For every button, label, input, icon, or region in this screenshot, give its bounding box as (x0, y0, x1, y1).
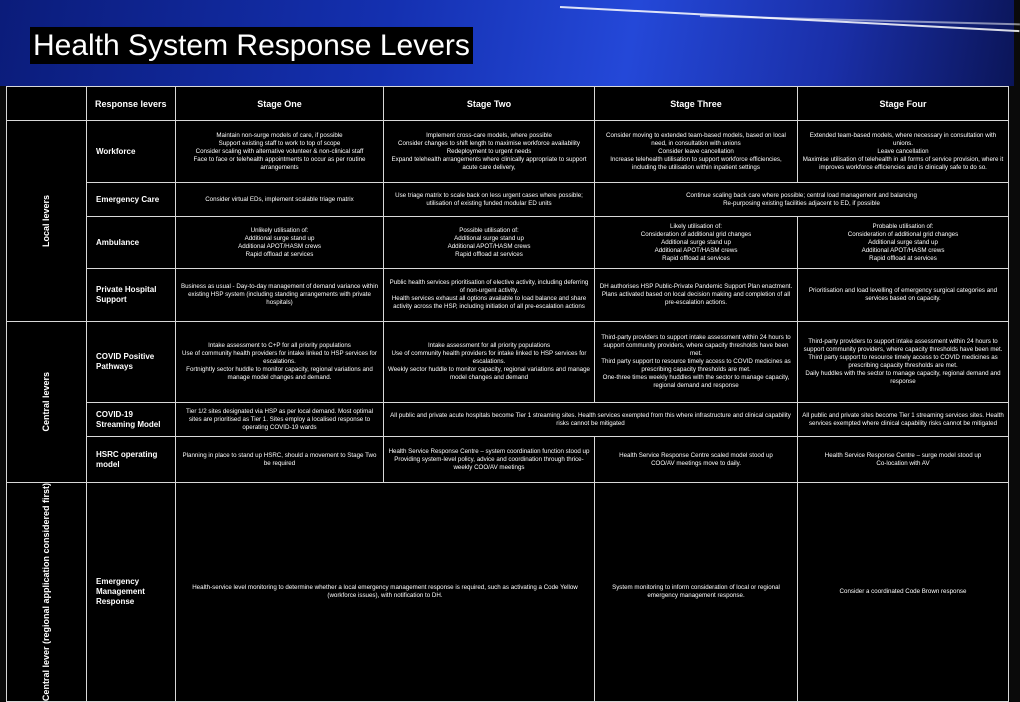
header-stage-two: Stage Two (384, 87, 595, 121)
stage-one-cell: Consider virtual EDs, implement scalable triage matrix (176, 183, 384, 217)
stage-four-cell: Extended team-based models, where necessary in consultation with unions. Leave cancellation Maximise utilisation of telehealth in all forms of service provision, where it improves workforce efficiencies and is clinically safe to do so. (798, 121, 1009, 183)
table-row (7, 437, 1009, 483)
stage-one-cell: Unlikely utilisation of: Additional surge stand up Additional APOT/HASM crews Rapid offload at services (176, 217, 384, 269)
table-row (7, 269, 1009, 322)
table-row (7, 183, 1009, 217)
corner-cell (7, 87, 87, 121)
stage-two-cell: Use triage matrix to scale back on less urgent cases where possible; utilisation of existing funded modular ED units (384, 183, 595, 217)
group-label: Local levers (41, 194, 51, 248)
row-label: Private Hospital Support (87, 269, 176, 322)
row-label: Emergency Care (87, 183, 176, 217)
table-row (7, 322, 1009, 403)
row-label: Emergency Management Response (87, 483, 176, 702)
header-row (7, 87, 1009, 121)
header-stage-three: Stage Three (595, 87, 798, 121)
stage-two-three-cell: All public and private acute hospitals become Tier 1 streaming sites. Health services exempted from this where infrastructure and clinical capability risks cannot be mitigated (384, 403, 798, 437)
table-row (7, 121, 1009, 183)
row-label: HSRC operating model (87, 437, 176, 483)
levers-table (6, 86, 1009, 702)
stage-four-cell: All public and private sites become Tier 1 streaming services sites. Health services exempted where clinical capability risks cannot be mitigated (798, 403, 1009, 437)
stage-four-cell: Health Service Response Centre – surge model stood up Co-location with AV (798, 437, 1009, 483)
stage-three-cell: Likely utilisation of: Consideration of additional grid changes Additional surge stand up Additional APOT/HASM crews Rapid offload at services (595, 217, 798, 269)
page-title: Health System Response Levers (30, 27, 473, 64)
stage-two-cell: Intake assessment for all priority populations Use of community health providers for intake linked to HSP services for escalations. Weekly sector huddle to monitor capacity, regional variations and manage model changes and demand (384, 322, 595, 403)
group-label: Central levers (41, 372, 51, 432)
title-banner (0, 0, 1014, 86)
stage-four-cell: Third-party providers to support intake assessment within 24 hours to support community providers, where capacity thresholds have been met. Third party support to resource timely access to COVID medicines as prescribing capacity thresholds are met. Daily huddles with the sector to manage capacity, regional demand and response (798, 322, 1009, 403)
row-label: COVID-19 Streaming Model (87, 403, 176, 437)
stage-one-cell: Maintain non-surge models of care, if possible Support existing staff to work to top of scope Consider scaling with alternative volunteer & non-clinical staff Face to face or telehealth appointments to occur as per routine arrangements (176, 121, 384, 183)
stage-three-four-cell: Continue scaling back care where possible; central load management and balancing Re-purposing existing facilities adjacent to ED, if possible (595, 183, 1009, 217)
header-stage-four: Stage Four (798, 87, 1009, 121)
stage-three-cell: DH authorises HSP Public-Private Pandemic Support Plan enactment. Plans activated based on local decision making and completion of all pre-escalation actions. (595, 269, 798, 322)
table-row (7, 217, 1009, 269)
row-label: COVID Positive Pathways (87, 322, 176, 403)
group-central-lever-regional (7, 483, 87, 702)
stage-two-cell: Implement cross-care models, where possible Consider changes to shift length to maximise workforce availability Redeployment to urgent needs Expand telehealth arrangements where clinically appropriate to support acute care delivery, (384, 121, 595, 183)
stage-three-cell: System monitoring to inform consideration of local or regional emergency management response. (595, 483, 798, 702)
header-response-levers: Response levers (87, 87, 176, 121)
group-label: Central lever (regional application considered first) (41, 483, 51, 702)
stage-four-cell: Consider a coordinated Code Brown response (798, 483, 1009, 702)
stage-one-cell: Business as usual - Day-to-day management of demand variance within existing HSP system (including standing arrangements with private hospitals) (176, 269, 384, 322)
row-label: Workforce (87, 121, 176, 183)
stage-three-cell: Consider moving to extended team-based models, based on local need, in consultation with unions Consider leave cancellation Increase telehealth utilisation to support workforce efficiencies, including the utilisation within inpatient settings (595, 121, 798, 183)
banner-streak (700, 15, 1020, 25)
group-central-levers (7, 322, 87, 483)
stage-four-cell: Probable utilisation of: Consideration of additional grid changes Additional surge stand up Additional APOT/HASM crews Rapid offload at services (798, 217, 1009, 269)
stage-two-cell: Possible utilisation of: Additional surge stand up Additional APOT/HASM crews Rapid offload at services (384, 217, 595, 269)
stage-one-cell: Intake assessment to C+P for all priority populations Use of community health providers for intake linked to HSP services for escalations. Fortnightly sector huddle to monitor capacity, regional variations and manage model changes and demand. (176, 322, 384, 403)
stage-two-cell: Health Service Response Centre – system coordination function stood up Providing system-level policy, advice and coordination through thrice-weekly COO/AV meetings (384, 437, 595, 483)
header-stage-one: Stage One (176, 87, 384, 121)
levers-table-container (6, 86, 1008, 702)
table-row (7, 483, 1009, 702)
stage-four-cell: Prioritisation and load levelling of emergency surgical categories and services based on capacity. (798, 269, 1009, 322)
stage-one-cell: Planning in place to stand up HSRC, should a movement to Stage Two be required (176, 437, 384, 483)
stage-three-cell: Health Service Response Centre scaled model stood up COO/AV meetings move to daily. (595, 437, 798, 483)
stage-one-cell: Tier 1/2 sites designated via HSP as per local demand. Most optimal sites are prioritised as Tier 1. Sites employ a localised response to operating COVID-19 wards (176, 403, 384, 437)
group-local-levers (7, 121, 87, 322)
row-label: Ambulance (87, 217, 176, 269)
table-row (7, 403, 1009, 437)
stage-three-cell: Third-party providers to support intake assessment within 24 hours to support community providers, where capacity thresholds have been met. Third party support to resource timely access to COVID medicines as prescribing capacity thresholds are met. One-three times weekly huddles with the sector to manage capacity, regional demand and response (595, 322, 798, 403)
stage-two-cell: Public health services prioritisation of elective activity, including deferring of non-urgent activity. Health services exhaust all options available to load balance and share activity across the HSP, including initiation of all pre-escalation actions (384, 269, 595, 322)
stage-one-two-cell: Health-service level monitoring to determine whether a local emergency management response is required, such as activating a Code Yellow (workforce issues), with notification to DH. (176, 483, 595, 702)
